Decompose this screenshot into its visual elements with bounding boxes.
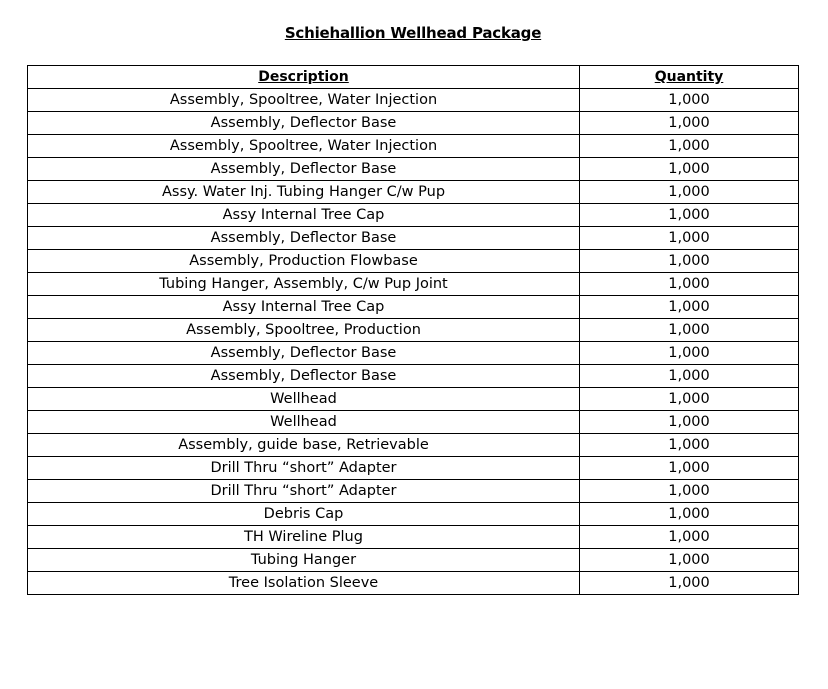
- table-body: [28, 89, 799, 595]
- quantity-cell: 1,000: [580, 480, 799, 503]
- table-row: [28, 296, 799, 319]
- table-row: [28, 549, 799, 572]
- description-cell: Tubing Hanger: [28, 549, 580, 572]
- quantity-cell: 1,000: [580, 457, 799, 480]
- description-column-header: Description: [28, 66, 580, 89]
- description-cell: Assembly, Deflector Base: [28, 227, 580, 250]
- description-cell: Debris Cap: [28, 503, 580, 526]
- description-cell: Tubing Hanger, Assembly, C/w Pup Joint: [28, 273, 580, 296]
- quantity-cell: 1,000: [580, 158, 799, 181]
- description-cell: Assembly, Spooltree, Production: [28, 319, 580, 342]
- quantity-cell: 1,000: [580, 250, 799, 273]
- description-cell: Drill Thru “short” Adapter: [28, 480, 580, 503]
- description-cell: Assy Internal Tree Cap: [28, 296, 580, 319]
- table-row: [28, 342, 799, 365]
- table-row: [28, 250, 799, 273]
- quantity-cell: 1,000: [580, 204, 799, 227]
- table-row: [28, 480, 799, 503]
- table-row: [28, 457, 799, 480]
- table-row: [28, 388, 799, 411]
- description-cell: Assembly, Production Flowbase: [28, 250, 580, 273]
- quantity-cell: 1,000: [580, 342, 799, 365]
- table-row: [28, 572, 799, 595]
- description-cell: Assembly, Deflector Base: [28, 342, 580, 365]
- table-row: [28, 319, 799, 342]
- quantity-cell: 1,000: [580, 411, 799, 434]
- table-row: [28, 273, 799, 296]
- quantity-cell: 1,000: [580, 526, 799, 549]
- quantity-cell: 1,000: [580, 572, 799, 595]
- quantity-cell: 1,000: [580, 296, 799, 319]
- quantity-column-header: Quantity: [580, 66, 799, 89]
- table-row: [28, 89, 799, 112]
- table-row: [28, 434, 799, 457]
- table-row: [28, 135, 799, 158]
- quantity-cell: 1,000: [580, 89, 799, 112]
- description-cell: Wellhead: [28, 388, 580, 411]
- description-cell: Assembly, Spooltree, Water Injection: [28, 89, 580, 112]
- document-title: Schiehallion Wellhead Package: [284, 24, 542, 42]
- table-row: [28, 411, 799, 434]
- description-cell: Assy Internal Tree Cap: [28, 204, 580, 227]
- description-cell: Tree Isolation Sleeve: [28, 572, 580, 595]
- quantity-cell: 1,000: [580, 365, 799, 388]
- table-row: [28, 112, 799, 135]
- table-row: [28, 181, 799, 204]
- quantity-cell: 1,000: [580, 181, 799, 204]
- quantity-cell: 1,000: [580, 319, 799, 342]
- wellhead-package-table: [27, 65, 799, 595]
- table-row: [28, 503, 799, 526]
- table-row: [28, 158, 799, 181]
- quantity-cell: 1,000: [580, 434, 799, 457]
- quantity-cell: 1,000: [580, 112, 799, 135]
- description-cell: Assembly, Deflector Base: [28, 365, 580, 388]
- table-row: [28, 204, 799, 227]
- quantity-cell: 1,000: [580, 549, 799, 572]
- table-row: [28, 365, 799, 388]
- quantity-cell: 1,000: [580, 273, 799, 296]
- table-row: [28, 526, 799, 549]
- description-cell: TH Wireline Plug: [28, 526, 580, 549]
- description-cell: Assembly, Spooltree, Water Injection: [28, 135, 580, 158]
- description-cell: Assembly, Deflector Base: [28, 112, 580, 135]
- quantity-cell: 1,000: [580, 227, 799, 250]
- description-cell: Assembly, Deflector Base: [28, 158, 580, 181]
- table-row: [28, 227, 799, 250]
- description-cell: Assembly, guide base, Retrievable: [28, 434, 580, 457]
- description-cell: Wellhead: [28, 411, 580, 434]
- quantity-cell: 1,000: [580, 503, 799, 526]
- description-cell: Assy. Water Inj. Tubing Hanger C/w Pup: [28, 181, 580, 204]
- table-header-row: [28, 66, 799, 89]
- quantity-cell: 1,000: [580, 135, 799, 158]
- description-cell: Drill Thru “short” Adapter: [28, 457, 580, 480]
- quantity-cell: 1,000: [580, 388, 799, 411]
